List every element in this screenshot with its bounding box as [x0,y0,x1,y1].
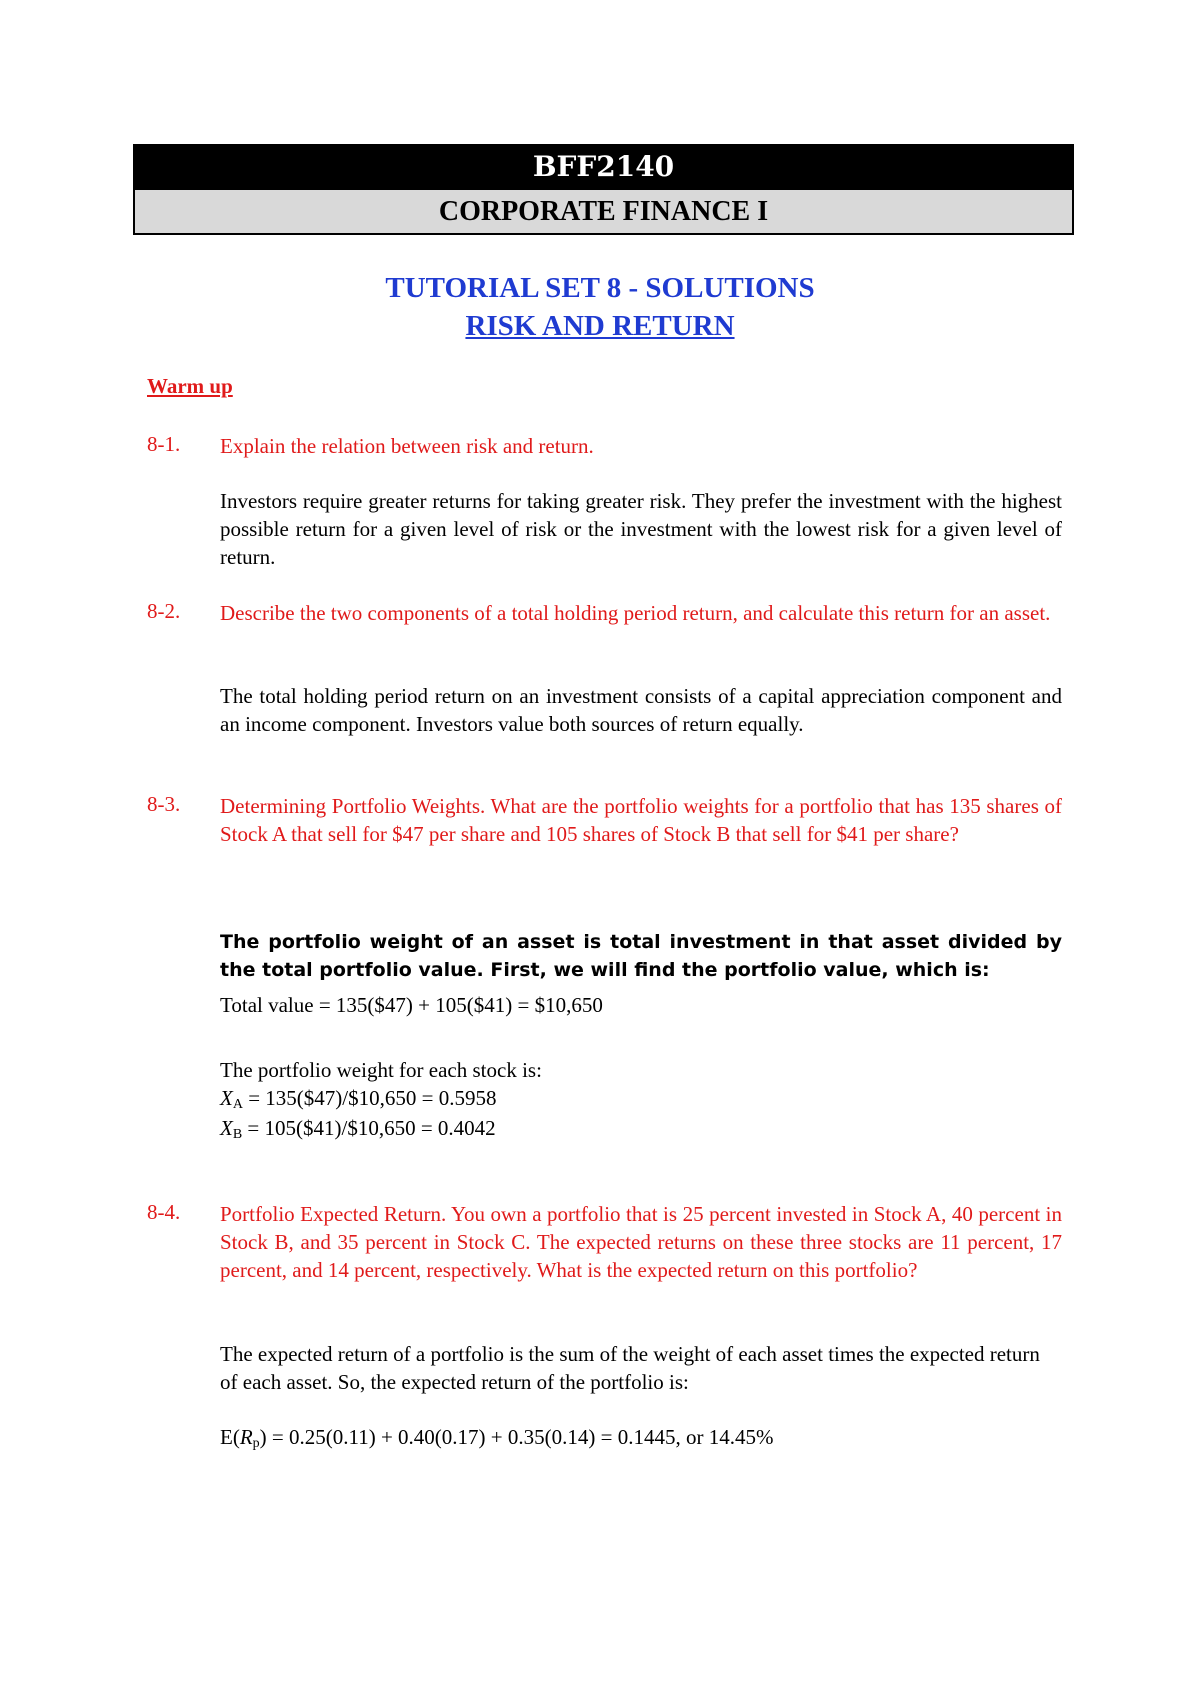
course-header-box [133,144,1074,235]
course-code: BFF2140 [135,146,1072,188]
answer-8-3-intro: The portfolio weight of an asset is total investment in that asset divided by the total portfolio value. First, we will find the portfolio value, which is: [220,931,1062,981]
question-8-2: Describe the two components of a total holding period return, and calculate this return for an asset. [220,601,1051,625]
question-8-4: Portfolio Expected Return. You own a portfolio that is 25 percent invested in Stock A, 40 percent in Stock B, and 35 percent in Stock C. The expected returns on these three stocks are 11 percent, 17 percent, and 14 percent, respectively. What is the expected return on this portfolio? [220,1202,1062,1282]
question-8-1: Explain the relation between risk and return. [220,434,594,458]
answer-8-2: The total holding period return on an investment consists of a capital appreciation component and an income component. Investors value both sources of return equally. [220,684,1062,736]
question-number-8-4: 8-4. [147,1200,181,1224]
weight-intro: The portfolio weight for each stock is: [220,1058,542,1082]
tutorial-title: TUTORIAL SET 8 - SOLUTIONS [385,272,815,304]
answer-8-4: The expected return of a portfolio is the sum of the weight of each asset times the expected return of each asset. So, the expected return of the portfolio is: [220,1342,1040,1394]
answer-8-1: Investors require greater returns for taking greater risk. They prefer the investment with the highest possible return for a given level of risk or the investment with the lowest risk for a given level of return. [220,489,1062,569]
question-number-8-1: 8-1. [147,432,181,456]
weight-xb-equation: $X_B$ = 105($41)/$10,650 = 0.4042 [220,1116,496,1142]
question-8-3: Determining Portfolio Weights. What are the portfolio weights for a portfolio that has 135 shares of Stock A that sell for $47 per share and 105 shares of Stock B that sell for $41 per share? [220,794,1062,846]
question-number-8-3: 8-3. [147,792,181,816]
tutorial-subtitle: RISK AND RETURN [465,310,735,342]
course-name: CORPORATE FINANCE I [135,188,1072,233]
weight-xa-equation: $X_A$ = 135($47)/$10,650 = 0.5958 [220,1086,497,1112]
question-number-8-2: 8-2. [147,599,181,623]
total-value-equation: Total value = 135($47) + 105($41) = $10,650 [220,993,603,1017]
expected-return-equation: $E(R_p) = 0.25(0.11) + 0.40(0.17) + 0.35(0.14) = 0.1445$, or 14.45% [220,1425,774,1451]
section-heading-warm-up: Warm up [147,374,233,398]
